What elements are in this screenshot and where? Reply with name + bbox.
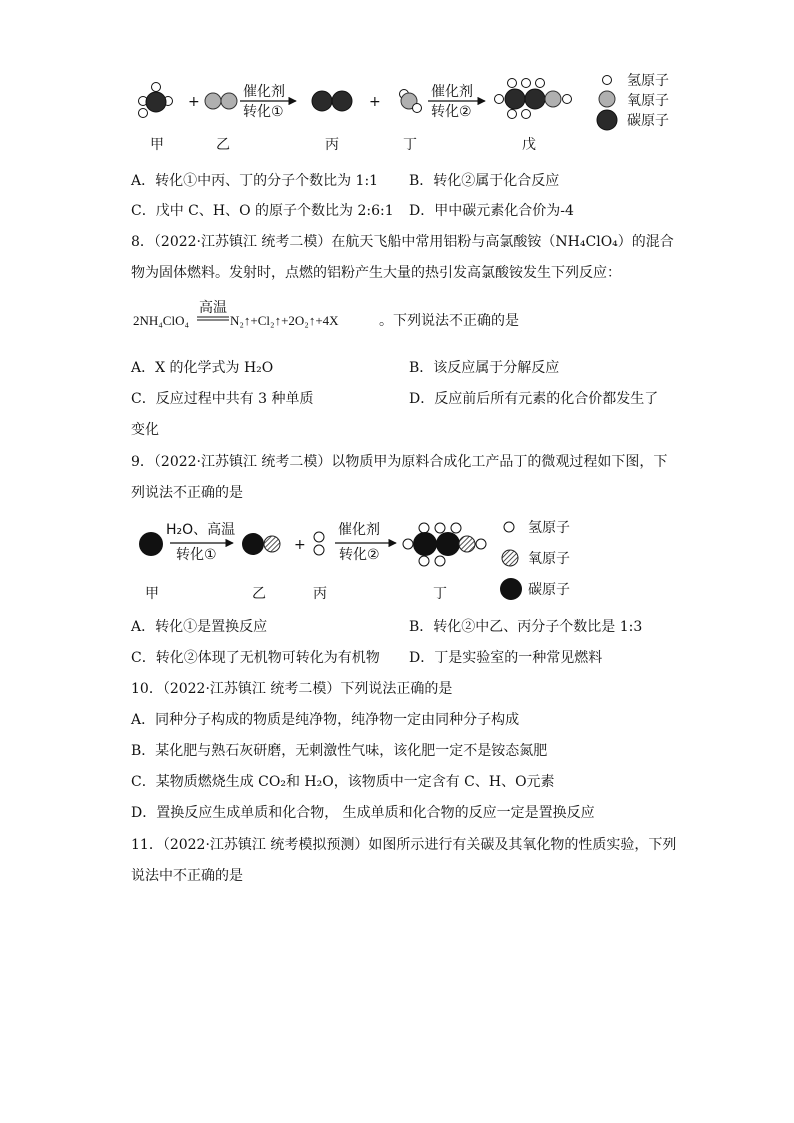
q9-option-d: D．丁是实验室的一种常见燃料 bbox=[409, 650, 603, 666]
arrow1-top-label: 催化剂 bbox=[243, 84, 285, 100]
legend-hydrogen: 氢原子 bbox=[627, 73, 669, 89]
molecule-ding bbox=[403, 523, 486, 566]
reaction-diagram-2 bbox=[0, 515, 794, 605]
q8-option-d: D．反应前后所有元素的化合价都发生了 bbox=[409, 391, 659, 407]
q7-option-a: A．转化①中丙、丁的分子个数比为 1:1 bbox=[131, 173, 379, 189]
arrow2-bottom-label: 转化② bbox=[339, 547, 380, 563]
label-jia: 甲 bbox=[145, 586, 159, 602]
legend-1 bbox=[597, 73, 669, 130]
label-wu: 戊 bbox=[522, 137, 536, 153]
reaction-diagram-1 bbox=[0, 70, 794, 160]
arrow2-top-label: 催化剂 bbox=[338, 522, 380, 538]
q8-option-c: C．反应过程中共有 3 种单质 bbox=[131, 391, 314, 407]
q10-option-c: C．某物质燃烧生成 CO₂和 H₂O，该物质中一定含有 C、H、O元素 bbox=[131, 774, 555, 790]
label-bing: 丙 bbox=[325, 137, 339, 153]
q8-option-d-cont: 变化 bbox=[131, 422, 159, 438]
legend-2 bbox=[500, 520, 570, 600]
q10-option-d: D．置换反应生成单质和化合物， 生成单质和化合物的反应一定是置换反应 bbox=[131, 805, 595, 821]
label-yi: 乙 bbox=[252, 586, 266, 602]
plus-sign: + bbox=[294, 537, 306, 553]
q8-chemical-equation bbox=[133, 298, 633, 338]
equation-products: N₂↑+Cl₂↑+2O₂↑+4X bbox=[230, 313, 339, 328]
q9-option-a: A．转化①是置换反应 bbox=[131, 619, 268, 635]
plus-sign: + bbox=[369, 94, 381, 110]
q7-option-d: D．甲中碳元素化合价为-4 bbox=[409, 203, 574, 219]
molecule-ding bbox=[400, 90, 422, 113]
q9-stem-line1: 9．（2022·江苏镇江 统考二模）以物质甲为原料合成化工产品丁的微观过程如下图，下 bbox=[131, 454, 668, 470]
q9-option-b: B．转化②中乙、丙分子个数比是 1:3 bbox=[409, 619, 643, 635]
molecule-yi bbox=[242, 533, 280, 555]
q8-stem-line1: 8．（2022·江苏镇江 统考二模）在航天飞船中常用铝粉与高氯酸铵（NH₄ClO₄）的混合 bbox=[131, 234, 674, 250]
arrow1-bottom-label: 转化① bbox=[176, 547, 217, 563]
label-ding: 丁 bbox=[403, 137, 417, 153]
plus-sign: + bbox=[188, 94, 200, 110]
q9-stem-line2: 列说法不正确的是 bbox=[131, 485, 243, 501]
molecule-yi bbox=[205, 93, 237, 109]
q10-stem: 10．（2022·江苏镇江 统考二模）下列说法正确的是 bbox=[131, 681, 453, 697]
q8-stem-line2: 物为固体燃料。发射时，点燃的铝粉产生大量的热引发高氯酸铵发生下列反应： bbox=[131, 265, 621, 281]
molecule-jia bbox=[139, 83, 173, 118]
label-ding: 丁 bbox=[433, 586, 447, 602]
equation-reactant: 2NH₄ClO₄ bbox=[133, 313, 190, 328]
q11-stem-line1: 11．（2022·江苏镇江 统考模拟预测）如图所示进行有关碳及其氧化物的性质实验，下列 bbox=[131, 837, 677, 853]
q7-option-c: C．戊中 C、H、O 的原子个数比为 2:6:1 bbox=[131, 203, 394, 219]
label-bing: 丙 bbox=[313, 586, 327, 602]
q8-option-a: A．X 的化学式为 H₂O bbox=[131, 360, 274, 376]
label-jia: 甲 bbox=[150, 137, 164, 153]
molecule-bing bbox=[312, 91, 352, 111]
arrow2-top-label: 催化剂 bbox=[431, 84, 473, 100]
molecule-jia bbox=[139, 532, 163, 556]
q10-option-a: A．同种分子构成的物质是纯净物，纯净物一定由同种分子构成 bbox=[131, 712, 520, 728]
legend-carbon: 碳原子 bbox=[627, 113, 669, 129]
q7-option-b: B．转化②属于化合反应 bbox=[409, 173, 560, 189]
arrow2-bottom-label: 转化② bbox=[431, 104, 472, 120]
legend-carbon: 碳原子 bbox=[528, 582, 570, 598]
legend-hydrogen: 氢原子 bbox=[528, 520, 570, 536]
arrow1-top-label: H₂O、高温 bbox=[166, 522, 236, 538]
q11-stem-line2: 说法中不正确的是 bbox=[131, 868, 243, 884]
q9-option-c: C．转化②体现了无机物可转化为有机物 bbox=[131, 650, 380, 666]
label-yi: 乙 bbox=[216, 137, 230, 153]
molecule-wu bbox=[495, 79, 572, 119]
q10-option-b: B．某化肥与熟石灰研磨，无刺激性气味，该化肥一定不是铵态氮肥 bbox=[131, 743, 548, 759]
equation-condition: 高温 bbox=[199, 300, 227, 316]
legend-oxygen: 氧原子 bbox=[627, 93, 669, 109]
equation-tail: 。下列说法不正确的是 bbox=[379, 313, 519, 329]
molecule-bing bbox=[314, 532, 324, 555]
q8-option-b: B．该反应属于分解反应 bbox=[409, 360, 560, 376]
arrow1-bottom-label: 转化① bbox=[243, 104, 284, 120]
legend-oxygen: 氧原子 bbox=[528, 551, 570, 567]
